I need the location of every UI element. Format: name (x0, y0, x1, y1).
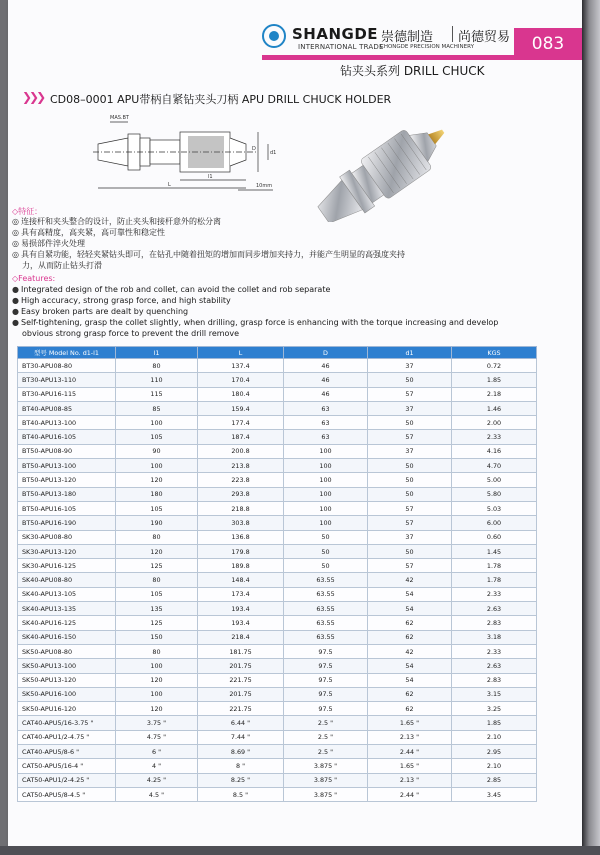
value-cell: 46 (284, 359, 368, 373)
value-cell: 115 (116, 387, 198, 401)
value-cell: 150 (116, 630, 198, 644)
table-row (18, 530, 537, 544)
value-cell: 80 (116, 644, 198, 658)
value-cell: 100 (284, 459, 368, 473)
col-header-d1: d1 (368, 347, 452, 359)
value-cell: 6.44 " (198, 716, 284, 730)
value-cell: 100 (284, 444, 368, 458)
page-bottom-edge (0, 846, 600, 855)
table-row (18, 787, 537, 801)
page-edge-shadow (582, 0, 600, 855)
value-cell: 50 (368, 416, 452, 430)
value-cell: 50 (368, 473, 452, 487)
value-cell: 180.4 (198, 387, 284, 401)
model-cell: BT40-APU13-100 (18, 416, 116, 430)
model-cell: CAT40-APU1/2-4.75 " (18, 730, 116, 744)
features-cn-heading: ◇特征： (12, 207, 43, 216)
model-cell: BT30-APU13-110 (18, 373, 116, 387)
model-cell: CAT50-APU5/8-4.5 " (18, 787, 116, 801)
col-header-kgs: KGS (452, 347, 537, 359)
value-cell: 4.5 " (116, 787, 198, 801)
table-row (18, 730, 537, 744)
value-cell: 1.45 (452, 544, 537, 558)
value-cell: 100 (116, 687, 198, 701)
table-row (18, 587, 537, 601)
value-cell: 46 (284, 373, 368, 387)
value-cell: 187.4 (198, 430, 284, 444)
drawing-label-dim: 10mm (256, 183, 273, 189)
product-title: CD08–0001 APU带柄自紧钻夹头刀柄 APU DRILL CHUCK HOLDER (50, 93, 392, 106)
value-cell: 2.44 " (368, 787, 452, 801)
value-cell: 3.25 (452, 702, 537, 716)
value-cell: 8.25 " (198, 773, 284, 787)
value-cell: 54 (368, 659, 452, 673)
value-cell: 8 " (198, 759, 284, 773)
value-cell: 97.5 (284, 702, 368, 716)
brand-subtitle-2: CHONGDE PRECISION MACHINERY (380, 44, 474, 50)
table-row (18, 573, 537, 587)
value-cell: 173.4 (198, 587, 284, 601)
table-row (18, 559, 537, 573)
model-cell: SK40-APU16-150 (18, 630, 116, 644)
model-cell: CAT50-APU5/16-4 " (18, 759, 116, 773)
spec-table (17, 346, 537, 802)
value-cell: 100 (116, 459, 198, 473)
value-cell: 5.80 (452, 487, 537, 501)
value-cell: 1.85 (452, 716, 537, 730)
value-cell: 2.83 (452, 673, 537, 687)
value-cell: 293.8 (198, 487, 284, 501)
value-cell: 37 (368, 359, 452, 373)
value-cell: 54 (368, 602, 452, 616)
value-cell: 148.4 (198, 573, 284, 587)
technical-drawing (88, 110, 288, 195)
model-cell: SK50-APU16-100 (18, 687, 116, 701)
brand-name-cn: 崇德制造 (381, 30, 434, 45)
value-cell: 2.33 (452, 430, 537, 444)
table-row (18, 487, 537, 501)
value-cell: 50 (368, 487, 452, 501)
table-row (18, 544, 537, 558)
value-cell: 223.8 (198, 473, 284, 487)
table-row (18, 373, 537, 387)
model-cell: SK50-APU08-80 (18, 644, 116, 658)
value-cell: 105 (116, 501, 198, 515)
value-cell: 8.5 " (198, 787, 284, 801)
value-cell: 80 (116, 573, 198, 587)
value-cell: 42 (368, 644, 452, 658)
value-cell: 170.4 (198, 373, 284, 387)
value-cell: 3.875 " (284, 773, 368, 787)
drawing-label-taper: MAS.BT (110, 115, 129, 121)
value-cell: 37 (368, 401, 452, 415)
table-row (18, 745, 537, 759)
value-cell: 85 (116, 401, 198, 415)
value-cell: 4 " (116, 759, 198, 773)
model-cell: BT30-APU16-115 (18, 387, 116, 401)
table-row (18, 659, 537, 673)
table-row (18, 501, 537, 515)
table-row (18, 687, 537, 701)
model-cell: BT40-APU08-85 (18, 401, 116, 415)
value-cell: 120 (116, 673, 198, 687)
features-en-heading: ◇Features: (12, 274, 56, 283)
model-cell: SK30-APU08-80 (18, 530, 116, 544)
value-cell: 3.875 " (284, 759, 368, 773)
value-cell: 2.33 (452, 644, 537, 658)
model-cell: SK30-APU16-125 (18, 559, 116, 573)
value-cell: 120 (116, 702, 198, 716)
value-cell: 190 (116, 516, 198, 530)
page-number: 083 (514, 28, 582, 60)
value-cell: 2.44 " (368, 745, 452, 759)
model-cell: BT30-APU08-80 (18, 359, 116, 373)
value-cell: 4.25 " (116, 773, 198, 787)
value-cell: 5.03 (452, 501, 537, 515)
value-cell: 100 (284, 501, 368, 515)
feature-en-item: ● High accuracy, strong grasp force, and high stability (12, 296, 231, 305)
value-cell: 0.60 (452, 530, 537, 544)
value-cell: 201.75 (198, 687, 284, 701)
table-row (18, 430, 537, 444)
value-cell: 100 (284, 473, 368, 487)
value-cell: 1.85 (452, 373, 537, 387)
model-cell: CAT50-APU1/2-4.25 " (18, 773, 116, 787)
value-cell: 80 (116, 530, 198, 544)
brand-name: SHANGDE (292, 25, 379, 43)
value-cell: 3.875 " (284, 787, 368, 801)
value-cell: 303.8 (198, 516, 284, 530)
model-cell: SK40-APU13-135 (18, 602, 116, 616)
value-cell: 2.33 (452, 587, 537, 601)
feature-cn-item: ◎ 易损部件淬火处理 (12, 239, 85, 248)
value-cell: 4.16 (452, 444, 537, 458)
value-cell: 37 (368, 444, 452, 458)
value-cell: 57 (368, 559, 452, 573)
value-cell: 3.45 (452, 787, 537, 801)
feature-cn-item: ◎ 具有高精度，高夹紧，高可靠性和稳定性 (12, 228, 165, 237)
value-cell: 181.75 (198, 644, 284, 658)
table-row (18, 702, 537, 716)
col-header-l1: l1 (116, 347, 198, 359)
table-row (18, 387, 537, 401)
value-cell: 4.70 (452, 459, 537, 473)
value-cell: 2.13 " (368, 773, 452, 787)
feature-cn-item: ◎ 具有自紧功能，轻轻夹紧钻头即可，在钻孔中随着扭矩的增加而同步增加夹持力，并能产生明显的高强度夹持 (12, 250, 405, 259)
value-cell: 63 (284, 416, 368, 430)
value-cell: 97.5 (284, 659, 368, 673)
value-cell: 179.8 (198, 544, 284, 558)
value-cell: 1.65 " (368, 716, 452, 730)
value-cell: 189.8 (198, 559, 284, 573)
table-row (18, 416, 537, 430)
model-cell: BT50-APU08-90 (18, 444, 116, 458)
value-cell: 2.5 " (284, 730, 368, 744)
value-cell: 136.8 (198, 530, 284, 544)
value-cell: 1.78 (452, 559, 537, 573)
value-cell: 2.63 (452, 659, 537, 673)
category-title: 钻夹头系列 DRILL CHUCK (340, 64, 485, 78)
table-row (18, 459, 537, 473)
value-cell: 57 (368, 516, 452, 530)
model-cell: SK50-APU13-100 (18, 659, 116, 673)
value-cell: 177.4 (198, 416, 284, 430)
value-cell: 63 (284, 401, 368, 415)
table-row (18, 630, 537, 644)
value-cell: 62 (368, 616, 452, 630)
drawing-label-d1: d1 (270, 150, 277, 156)
value-cell: 50 (368, 459, 452, 473)
value-cell: 100 (116, 416, 198, 430)
feature-cn-item-cont: 力，从而防止钻头打滑 (22, 261, 102, 270)
col-header-d: D (284, 347, 368, 359)
brand-name-cn-trade: 尚德贸易 (458, 30, 511, 45)
brand-divider (452, 26, 453, 42)
value-cell: 2.83 (452, 616, 537, 630)
table-row (18, 444, 537, 458)
table-row (18, 644, 537, 658)
value-cell: 0.72 (452, 359, 537, 373)
table-row (18, 401, 537, 415)
table-row (18, 516, 537, 530)
table-header-row (18, 347, 537, 359)
model-cell: CAT40-APU5/8-6 " (18, 745, 116, 759)
model-cell: SK30-APU13-120 (18, 544, 116, 558)
value-cell: 2.5 " (284, 716, 368, 730)
value-cell: 105 (116, 430, 198, 444)
drawing-label-l: L (168, 182, 171, 188)
value-cell: 3.15 (452, 687, 537, 701)
value-cell: 42 (368, 573, 452, 587)
table-row (18, 473, 537, 487)
value-cell: 2.85 (452, 773, 537, 787)
model-cell: SK40-APU13-105 (18, 587, 116, 601)
value-cell: 193.4 (198, 602, 284, 616)
value-cell: 120 (116, 544, 198, 558)
value-cell: 200.8 (198, 444, 284, 458)
value-cell: 180 (116, 487, 198, 501)
value-cell: 54 (368, 673, 452, 687)
feature-en-item: ● Self-tightening, grasp the collet slightly, when drilling, grasp force is enhancing with the torque increasing and develop (12, 318, 499, 327)
col-header-model: 型号 Model No. d1-l1 (18, 347, 116, 359)
model-cell: SK40-APU16-125 (18, 616, 116, 630)
value-cell: 62 (368, 687, 452, 701)
value-cell: 3.18 (452, 630, 537, 644)
value-cell: 63.55 (284, 573, 368, 587)
value-cell: 2.10 (452, 759, 537, 773)
table-row (18, 773, 537, 787)
table-row (18, 616, 537, 630)
value-cell: 221.75 (198, 702, 284, 716)
model-cell: BT40-APU16-105 (18, 430, 116, 444)
value-cell: 125 (116, 559, 198, 573)
value-cell: 218.8 (198, 501, 284, 515)
value-cell: 97.5 (284, 687, 368, 701)
value-cell: 63.55 (284, 616, 368, 630)
value-cell: 137.4 (198, 359, 284, 373)
value-cell: 97.5 (284, 673, 368, 687)
value-cell: 110 (116, 373, 198, 387)
value-cell: 218.4 (198, 630, 284, 644)
logo-circle-icon (262, 24, 286, 48)
value-cell: 50 (368, 544, 452, 558)
feature-en-item: ● Easy broken parts are dealt by quenching (12, 307, 189, 316)
value-cell: 135 (116, 602, 198, 616)
value-cell: 213.8 (198, 459, 284, 473)
table-row (18, 759, 537, 773)
value-cell: 2.10 (452, 730, 537, 744)
value-cell: 120 (116, 473, 198, 487)
value-cell: 221.75 (198, 673, 284, 687)
value-cell: 1.78 (452, 573, 537, 587)
brand-subtitle: INTERNATIONAL TRADE (298, 43, 384, 51)
model-cell: SK50-APU13-120 (18, 673, 116, 687)
value-cell: 57 (368, 387, 452, 401)
value-cell: 50 (284, 544, 368, 558)
value-cell: 62 (368, 702, 452, 716)
value-cell: 201.75 (198, 659, 284, 673)
value-cell: 193.4 (198, 616, 284, 630)
model-cell: BT50-APU13-120 (18, 473, 116, 487)
model-cell: CAT40-APU5/16-3.75 " (18, 716, 116, 730)
value-cell: 50 (284, 559, 368, 573)
value-cell: 159.4 (198, 401, 284, 415)
table-row (18, 673, 537, 687)
value-cell: 100 (284, 487, 368, 501)
value-cell: 57 (368, 430, 452, 444)
model-cell: BT50-APU13-100 (18, 459, 116, 473)
value-cell: 125 (116, 616, 198, 630)
col-header-l: L (198, 347, 284, 359)
value-cell: 2.18 (452, 387, 537, 401)
value-cell: 1.65 " (368, 759, 452, 773)
feature-cn-item: ◎ 连接杆和夹头整合的设计，防止夹头和接杆意外的松分离 (12, 217, 221, 226)
value-cell: 6 " (116, 745, 198, 759)
model-cell: SK40-APU08-80 (18, 573, 116, 587)
value-cell: 63.55 (284, 587, 368, 601)
value-cell: 100 (284, 516, 368, 530)
value-cell: 100 (116, 659, 198, 673)
value-cell: 50 (368, 373, 452, 387)
product-photo (300, 112, 470, 222)
value-cell: 2.5 " (284, 745, 368, 759)
drawing-label-l1: l1 (208, 174, 213, 180)
header-rule (262, 55, 514, 60)
value-cell: 63.55 (284, 602, 368, 616)
value-cell: 4.75 " (116, 730, 198, 744)
drawing-label-d: D (252, 146, 256, 152)
value-cell: 80 (116, 359, 198, 373)
value-cell: 62 (368, 630, 452, 644)
feature-en-item: ● Integrated design of the rob and collet, can avoid the collet and rob separate (12, 285, 331, 294)
model-cell: BT50-APU16-105 (18, 501, 116, 515)
value-cell: 2.63 (452, 602, 537, 616)
value-cell: 7.44 " (198, 730, 284, 744)
model-cell: SK50-APU16-120 (18, 702, 116, 716)
value-cell: 97.5 (284, 644, 368, 658)
value-cell: 46 (284, 387, 368, 401)
feature-en-item-cont: obvious strong grasp force to prevent the drill remove (22, 329, 240, 338)
table-row (18, 602, 537, 616)
value-cell: 63 (284, 430, 368, 444)
value-cell: 8.69 " (198, 745, 284, 759)
value-cell: 50 (284, 530, 368, 544)
value-cell: 105 (116, 587, 198, 601)
value-cell: 54 (368, 587, 452, 601)
value-cell: 2.13 " (368, 730, 452, 744)
value-cell: 2.00 (452, 416, 537, 430)
value-cell: 5.00 (452, 473, 537, 487)
spec-table-body (18, 359, 537, 802)
table-row (18, 359, 537, 373)
value-cell: 37 (368, 530, 452, 544)
value-cell: 1.46 (452, 401, 537, 415)
table-row (18, 716, 537, 730)
value-cell: 57 (368, 501, 452, 515)
value-cell: 6.00 (452, 516, 537, 530)
value-cell: 90 (116, 444, 198, 458)
chevrons-icon: ❯❯❯ (22, 90, 44, 104)
value-cell: 63.55 (284, 630, 368, 644)
model-cell: BT50-APU13-180 (18, 487, 116, 501)
value-cell: 3.75 " (116, 716, 198, 730)
model-cell: BT50-APU16-190 (18, 516, 116, 530)
value-cell: 2.95 (452, 745, 537, 759)
